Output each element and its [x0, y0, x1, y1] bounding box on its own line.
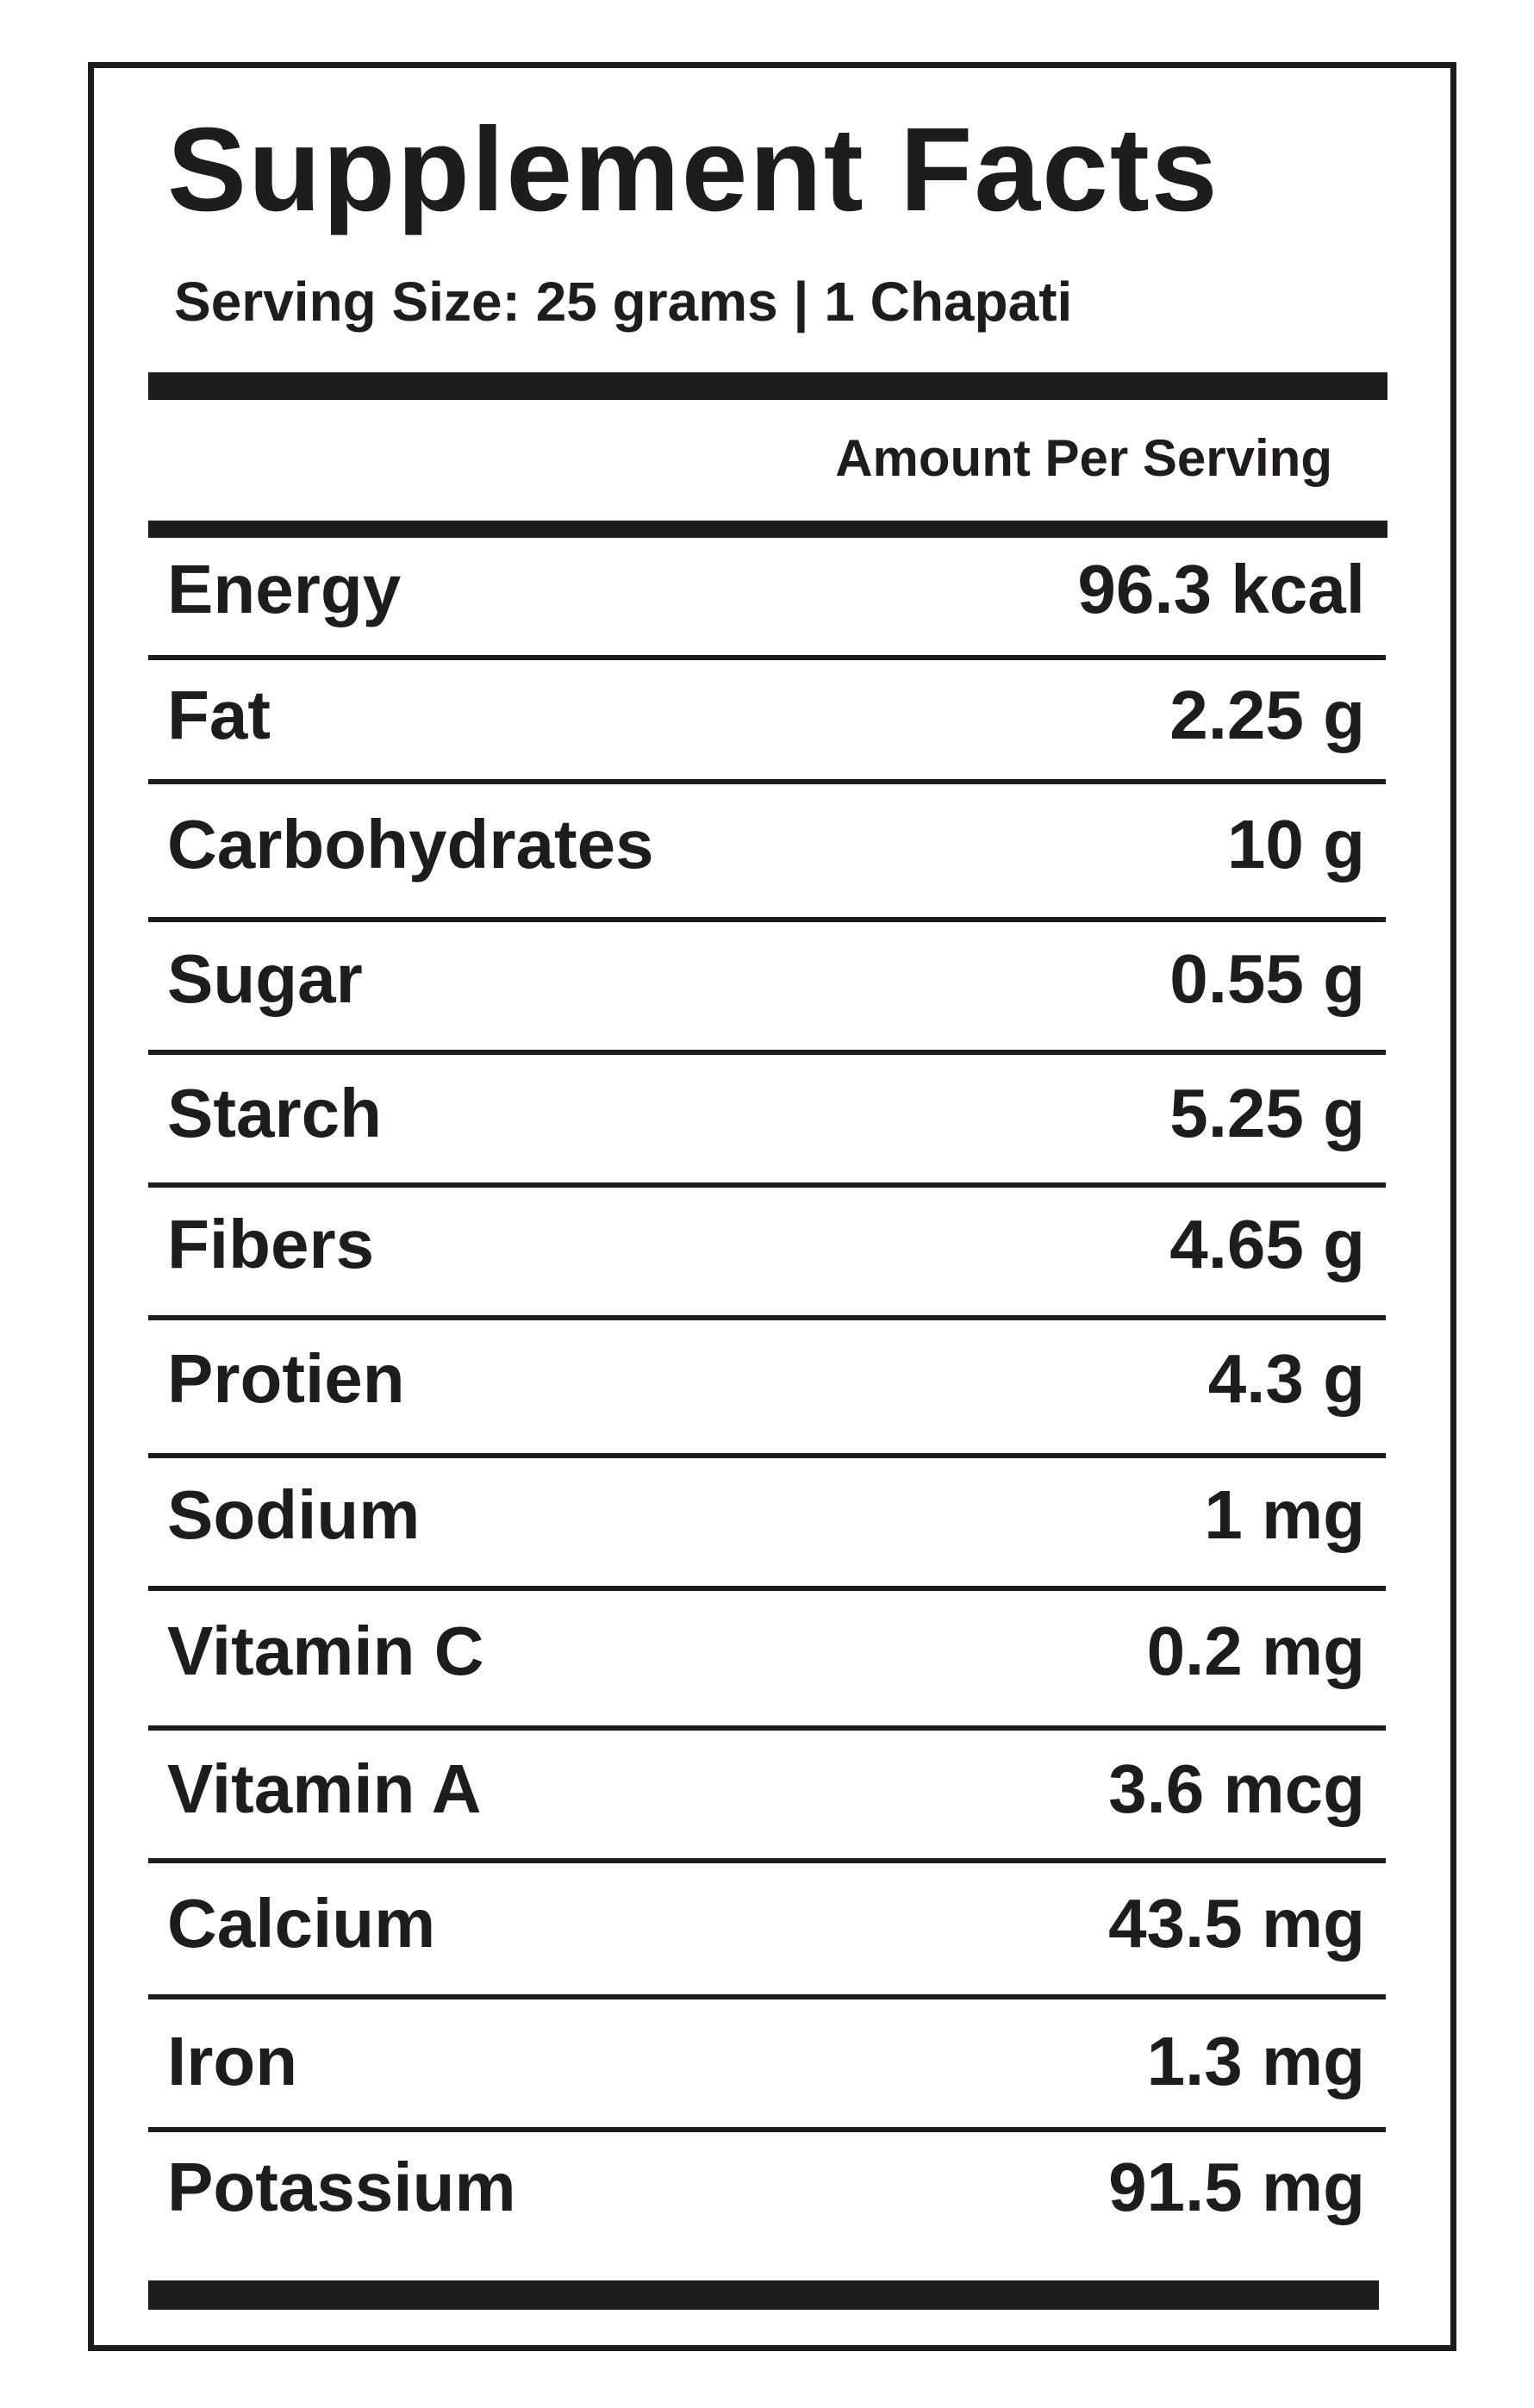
nutrient-row-energy	[148, 538, 1386, 660]
nutrient-value: 10 g	[1226, 806, 1365, 883]
nutrient-row-sugar	[148, 922, 1386, 1055]
nutrient-name: Carbohydrates	[167, 806, 654, 883]
nutrient-row-sodium	[148, 1458, 1386, 1591]
nutrient-name: Vitamin A	[167, 1750, 482, 1827]
nutrient-value: 43.5 mg	[1108, 1885, 1365, 1962]
label-title: Supplement Facts	[167, 103, 1219, 236]
nutrient-row-fat	[148, 660, 1386, 784]
nutrient-name: Fat	[167, 677, 271, 753]
nutrient-row-potassium	[148, 2132, 1386, 2241]
nutrient-name: Starch	[167, 1075, 382, 1151]
thick-divider-mid	[148, 521, 1387, 538]
nutrient-name: Vitamin C	[167, 1613, 484, 1689]
nutrient-row-fibers	[148, 1188, 1386, 1320]
nutrient-name: Sugar	[167, 940, 363, 1017]
nutrient-value: 2.25 g	[1169, 677, 1365, 753]
nutrient-name: Sodium	[167, 1476, 421, 1553]
nutrient-value: 4.3 g	[1207, 1340, 1365, 1417]
thick-divider-bottom	[148, 2280, 1379, 2310]
nutrient-value: 5.25 g	[1169, 1075, 1365, 1151]
thick-divider-top	[148, 372, 1387, 400]
nutrient-row-carbohydrates	[148, 784, 1386, 922]
nutrient-name: Fibers	[167, 1206, 375, 1282]
nutrient-row-protien	[148, 1320, 1386, 1458]
nutrient-name: Protien	[167, 1340, 405, 1417]
nutrient-row-calcium	[148, 1863, 1386, 1999]
nutrient-name: Calcium	[167, 1885, 436, 1962]
nutrient-value: 0.55 g	[1169, 940, 1365, 1017]
nutrient-value: 4.65 g	[1169, 1206, 1365, 1282]
serving-size: Serving Size: 25 grams | 1 Chapati	[174, 271, 1073, 333]
nutrient-value: 91.5 mg	[1108, 2149, 1365, 2225]
nutrient-name: Energy	[167, 551, 402, 627]
nutrient-row-starch	[148, 1055, 1386, 1188]
nutrient-name: Potassium	[167, 2149, 516, 2225]
amount-per-serving-header: Amount Per Serving	[835, 429, 1332, 487]
nutrient-value: 1 mg	[1204, 1476, 1365, 1553]
nutrient-value: 0.2 mg	[1146, 1613, 1365, 1689]
nutrient-row-vitamin-a	[148, 1731, 1386, 1863]
nutrient-row-vitamin-c	[148, 1591, 1386, 1731]
nutrient-row-iron	[148, 1999, 1386, 2132]
nutrient-value: 96.3 kcal	[1077, 551, 1365, 627]
nutrient-value: 3.6 mcg	[1108, 1750, 1365, 1827]
nutrient-value: 1.3 mg	[1146, 2023, 1365, 2099]
nutrient-name: Iron	[167, 2023, 298, 2099]
